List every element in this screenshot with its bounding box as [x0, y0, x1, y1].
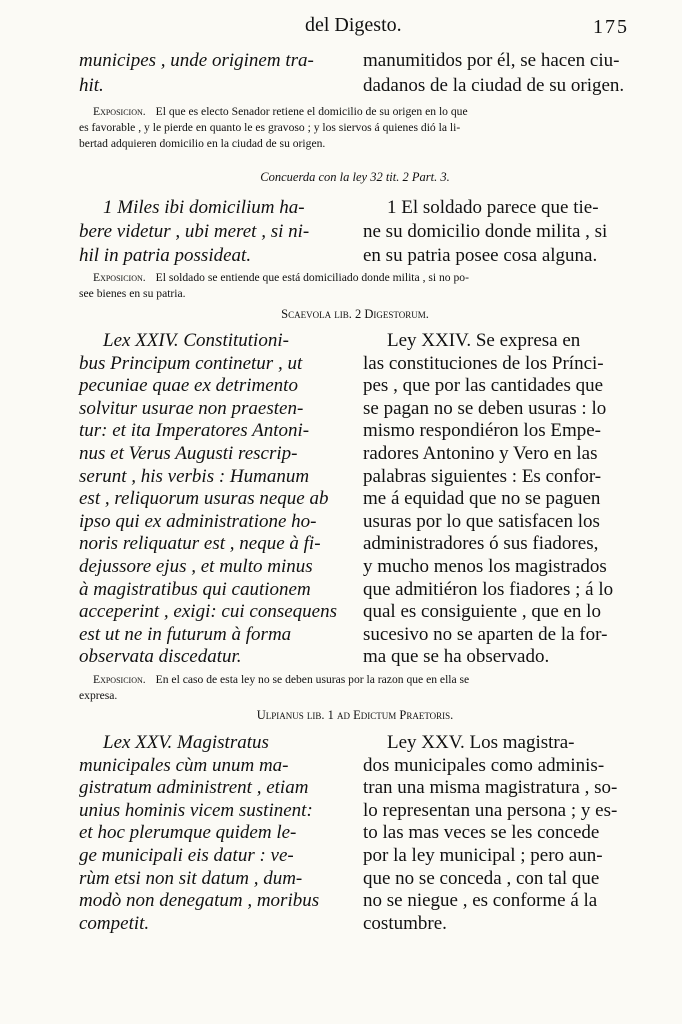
exposition-text: es favorable , y le pierde en quanto le es gravoso ; y los siervos á quienes dió la li- — [79, 121, 461, 134]
spanish-line: que admitiéron los fiadores ; á lo — [363, 578, 614, 600]
page-header-title: del Digesto. — [305, 14, 402, 36]
latin-line: ge municipali eis datur : ve- — [79, 844, 294, 866]
page-number: 175 — [593, 16, 629, 38]
latin-line: hit. — [79, 75, 104, 96]
latin-line: tur: et ita Imperatores Antoni- — [79, 420, 310, 442]
running-head — [0, 14, 682, 42]
exposition-label: Exposicion. — [93, 673, 146, 686]
concordance-citation — [79, 170, 631, 185]
spanish-line: por la ley municipal ; pero aun- — [363, 844, 603, 866]
latin-line: ipso qui ex administratione ho- — [79, 510, 317, 532]
latin-line: unius hominis vicem sustinent: — [79, 799, 313, 821]
spanish-line: Ley XXV. Los magistra- — [387, 732, 575, 753]
latin-line: competit. — [79, 912, 150, 934]
law25-spanish-column — [363, 732, 629, 935]
spanish-line: lo representan una persona ; y es- — [363, 799, 618, 821]
citation-text: Ulpianus lib. 1 ad Edictum Praetoris. — [256, 708, 454, 722]
spanish-line: dos municipales como adminis- — [363, 754, 605, 776]
latin-line: pecuniae quae ex detrimento — [79, 375, 298, 397]
latin-line: bus Principum continetur , ut — [79, 352, 303, 374]
latin-line: Lex XXV. Magistratus — [103, 732, 269, 753]
law24-spanish-column — [363, 330, 629, 669]
latin-line: modò non denegatum , moribus — [79, 890, 320, 912]
spanish-line: ma que se ha observado. — [363, 646, 550, 668]
exposition-text: see bienes en su patria. — [79, 287, 186, 300]
latin-line: municipes , unde originem tra- — [79, 50, 314, 71]
spanish-line: no se niegue , es conforme á la — [363, 890, 598, 912]
exposition-text: En el caso de esta ley no se deben usuras por la razon que en ella se — [155, 673, 470, 686]
spanish-line: Ley XXIV. Se expresa en — [387, 330, 581, 351]
spanish-line: manumitidos por él, se hacen ciu- — [363, 50, 620, 71]
spanish-line: en su patria posee cosa alguna. — [363, 245, 598, 266]
latin-line: est ut ne in futurum à forma — [79, 623, 292, 645]
exposition-label: Exposicion. — [93, 105, 146, 118]
spanish-line: 1 El soldado parece que tie- — [387, 197, 599, 218]
spanish-line: qual es consiguiente , que en lo — [363, 601, 601, 623]
exposition-text: El que es electo Senador retiene el domicilio de su origen en lo que — [155, 105, 468, 118]
spanish-line: se pagan no se deben usuras : lo — [363, 397, 607, 419]
spanish-line: me á equidad que no se paguen — [363, 488, 601, 510]
latin-line: Lex XXIV. Constitutioni- — [103, 330, 289, 351]
spanish-line: mismo respondiéron los Empe- — [363, 420, 601, 442]
latin-line: solvitur usurae non praesten- — [79, 397, 304, 419]
latin-line: et hoc plerumque quidem le- — [79, 822, 297, 844]
spanish-line: dadanos de la ciudad de su origen. — [363, 75, 625, 96]
law25-latin-column — [79, 732, 349, 935]
law24-latin-column — [79, 330, 349, 669]
latin-line: rùm etsi non sit datum , dum- — [79, 867, 303, 889]
citation-text: Scaevola lib. 2 Digestorum. — [281, 307, 429, 321]
spanish-line: que no se conceda , con tal que — [363, 867, 600, 889]
latin-line: noris reliquatur est , neque à fi- — [79, 533, 321, 555]
spanish-line: sucesivo no se aparten de la for- — [363, 623, 608, 645]
latin-line: nus et Verus Augusti rescrip- — [79, 442, 298, 464]
latin-line: hil in patria possideat. — [79, 245, 252, 266]
source-citation — [79, 307, 631, 322]
spanish-line: usuras por lo que satisfacen los — [363, 510, 600, 532]
spanish-line: palabras siguientes : Es confor- — [363, 465, 602, 487]
latin-line: gistratum administrent , etiam — [79, 777, 309, 799]
latin-line: municipales cùm unum ma- — [79, 754, 289, 776]
spanish-line: ne su domicilio donde milita , si — [363, 221, 608, 242]
spanish-line: las constituciones de los Prínci- — [363, 352, 604, 374]
latin-line: observata discedatur. — [79, 646, 242, 668]
latin-line: bere videtur , ubi meret , si ni- — [79, 221, 310, 242]
exposition-2 — [79, 270, 631, 302]
spanish-line: tran una misma magistratura , so- — [363, 777, 618, 799]
top-latin-column — [79, 48, 349, 98]
citation-text: Concuerda con la ley 32 tit. 2 Part. 3. — [260, 170, 450, 184]
latin-line: est , reliquorum usuras neque ab — [79, 488, 329, 510]
latin-line: 1 Miles ibi domicilium ha- — [103, 197, 305, 218]
exposition-text: bertad adquieren domicilio en la ciudad de su origen. — [79, 137, 326, 150]
top-spanish-column — [363, 48, 629, 98]
exposition-text: El soldado se entiende que está domiciliado donde milita , si no po- — [155, 271, 469, 284]
law1-spanish-column — [363, 196, 629, 268]
exposition-label: Exposicion. — [93, 271, 146, 284]
exposition-3 — [79, 672, 631, 704]
spanish-line: to las mas veces se les concede — [363, 822, 600, 844]
spanish-line: y mucho menos los magistrados — [363, 555, 607, 577]
spanish-line: pes , que por las cantidades que — [363, 375, 604, 397]
latin-line: dejussore ejus , et multo minus — [79, 555, 313, 577]
latin-line: serunt , his verbis : Humanum — [79, 465, 310, 487]
latin-line: acceperint , exigi: cui consequens — [79, 601, 337, 623]
law1-latin-column — [79, 196, 349, 268]
exposition-text: expresa. — [79, 689, 118, 702]
exposition-1 — [79, 104, 631, 152]
spanish-line: administradores ó sus fiadores, — [363, 533, 599, 555]
latin-line: à magistratibus qui cautionem — [79, 578, 311, 600]
source-citation — [79, 708, 631, 723]
spanish-line: radores Antonino y Vero en las — [363, 442, 598, 464]
spanish-line: costumbre. — [363, 912, 447, 934]
